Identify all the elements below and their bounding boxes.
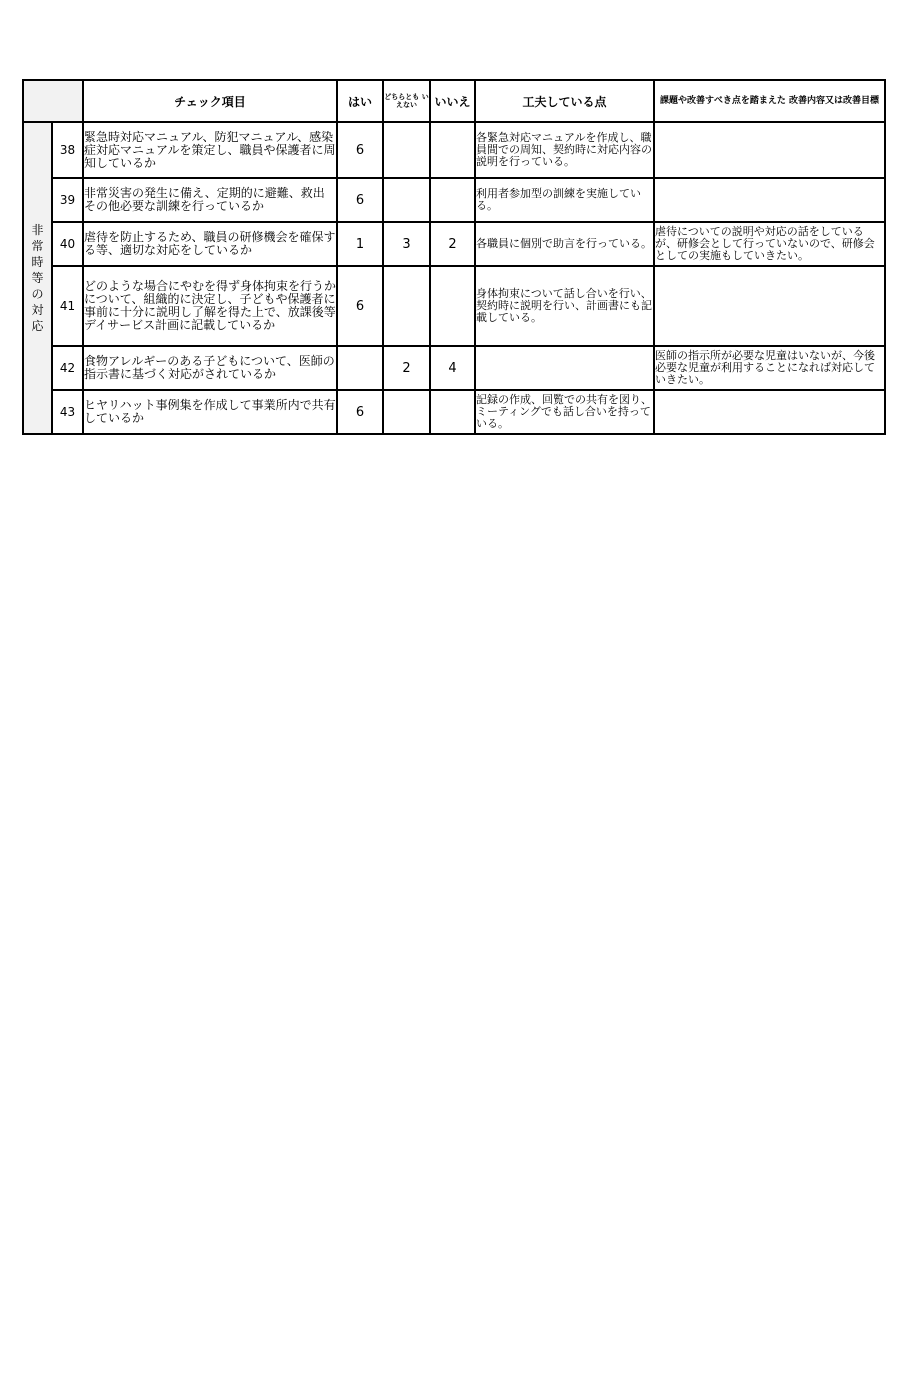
table-row [23, 390, 885, 434]
improvement-text [654, 390, 885, 434]
check-item-text: 非常災害の発生に備え、定期的に避難、救出その他必要な訓練を行っているか [83, 178, 337, 222]
check-item-text: ヒヤリハット事例集を作成して事業所内で共有しているか [83, 390, 337, 434]
effort-text: 各職員に個別で助言を行っている。 [475, 222, 654, 266]
no-count [430, 390, 475, 434]
effort-text: 利用者参加型の訓練を実施している。 [475, 178, 654, 222]
check-item-text: 食物アレルギーのある子どもについて、医師の指示書に基づく対応がされているか [83, 346, 337, 390]
header-neither: どちらとも いえない [383, 80, 430, 122]
no-count: 2 [430, 222, 475, 266]
check-item-text: 緊急時対応マニュアル、防犯マニュアル、感染症対応マニュアルを策定し、職員や保護者に周知しているか [83, 122, 337, 178]
no-count [430, 266, 475, 346]
no-count: 4 [430, 346, 475, 390]
row-number: 42 [52, 346, 83, 390]
yes-count: 1 [337, 222, 383, 266]
no-count [430, 122, 475, 178]
row-number: 43 [52, 390, 83, 434]
effort-text [475, 346, 654, 390]
improvement-text: 医師の指示所が必要な児童はいないが、今後必要な児童が利用することになれば対応していきたい。 [654, 346, 885, 390]
yes-count: 6 [337, 390, 383, 434]
improvement-text [654, 122, 885, 178]
header-check-item: チェック項目 [83, 80, 337, 122]
no-count [430, 178, 475, 222]
header-effort: 工夫している点 [475, 80, 654, 122]
improvement-text [654, 178, 885, 222]
improvement-text: 虐待についての説明や対応の話をしているが、研修会として行っていないので、研修会としての実施もしていきたい。 [654, 222, 885, 266]
neither-count [383, 390, 430, 434]
row-number: 38 [52, 122, 83, 178]
header-yes: はい [337, 80, 383, 122]
header-improvement: 課題や改善すべき点を踏まえた 改善内容又は改善目標 [654, 80, 885, 122]
table-row [23, 178, 885, 222]
header-row [23, 80, 885, 122]
yes-count: 6 [337, 122, 383, 178]
check-item-text: どのような場合にやむを得ず身体拘束を行うかについて、組織的に決定し、子どもや保護者に事前に十分に説明し了解を得た上で、放課後等デイサービス計画に記載しているか [83, 266, 337, 346]
yes-count: 6 [337, 266, 383, 346]
effort-text: 各緊急対応マニュアルを作成し、職員間での周知、契約時に対応内容の説明を行っている。 [475, 122, 654, 178]
header-no: いいえ [430, 80, 475, 122]
yes-count [337, 346, 383, 390]
header-corner [23, 80, 83, 122]
table-row [23, 122, 885, 178]
row-number: 40 [52, 222, 83, 266]
table-row [23, 266, 885, 346]
yes-count: 6 [337, 178, 383, 222]
section-label-cell [23, 122, 52, 434]
effort-text: 身体拘束について話し合いを行い、契約時に説明を行い、計画書にも記載している。 [475, 266, 654, 346]
neither-count [383, 122, 430, 178]
neither-count [383, 266, 430, 346]
section-label: 非常時等の対応 [31, 223, 44, 333]
row-number: 39 [52, 178, 83, 222]
evaluation-table [22, 79, 886, 435]
table-row [23, 222, 885, 266]
table-row [23, 346, 885, 390]
neither-count: 3 [383, 222, 430, 266]
neither-count [383, 178, 430, 222]
row-number: 41 [52, 266, 83, 346]
check-item-text: 虐待を防止するため、職員の研修機会を確保する等、適切な対応をしているか [83, 222, 337, 266]
effort-text: 記録の作成、回覧での共有を図り、ミーティングでも話し合いを持っている。 [475, 390, 654, 434]
improvement-text [654, 266, 885, 346]
neither-count: 2 [383, 346, 430, 390]
